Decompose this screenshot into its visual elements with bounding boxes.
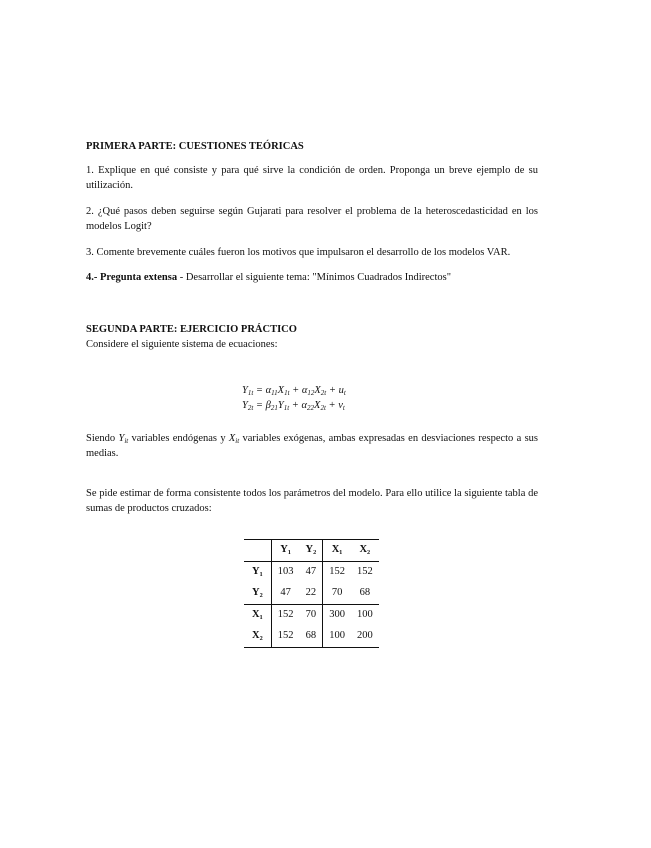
exercise-request: Se pide estimar de forma consistente todos los parámetros del modelo. Para ello utilice la siguiente tabla de sumas de productos cruzados: (86, 488, 538, 515)
table-row (244, 626, 379, 648)
table-col-header: X₁ (323, 540, 351, 562)
table-cell: 70 (299, 605, 322, 627)
table-cell: 47 (299, 562, 322, 584)
table-cell: 103 (277, 566, 294, 578)
table-cell: 70 (331, 587, 343, 599)
part1-heading: PRIMERA PARTE: CUESTIONES TEÓRICAS (86, 141, 304, 152)
question-3: 3. Comente brevemente cuáles fueron los motivos que impulsaron el desarrollo de los modelos VAR. (86, 246, 511, 258)
table-cell: 152 (329, 566, 345, 578)
equation-1: $Y_{1t} = \alpha_{11}X_{1t} + \alpha_{12}X_{2t} + u_t$ (242, 385, 346, 398)
question-4 (86, 271, 538, 286)
table-cell: 68 (299, 626, 322, 648)
table-col-header: Y₁ (271, 540, 299, 562)
table-cell: 152 (356, 566, 373, 578)
table-header-row (244, 540, 379, 562)
table-col-header: X₂ (351, 540, 379, 562)
table-col-header: Y₂ (299, 540, 322, 562)
question-4-label: 4.- Pregunta extensa (86, 272, 178, 284)
cross-products-table (244, 539, 379, 648)
question-4-text: - Desarrollar el siguiente tema: "Mínimos Cuadrados Indirectos" (177, 272, 452, 284)
table-corner (244, 540, 271, 562)
table-cell: 152 (277, 630, 294, 642)
table-row (244, 562, 379, 584)
table-cell: 152 (277, 609, 294, 621)
question-1: 1. Explique en qué consiste y para qué sirve la condición de orden. Proponga un breve ejemplo de su utilización. (86, 164, 538, 191)
equation-system (242, 383, 382, 413)
table-row-header: X₂ (244, 626, 271, 648)
table-cell: 300 (329, 609, 345, 621)
table-row-header: Y₁ (244, 562, 271, 584)
equation-2: $Y_{2t} = \beta_{21}Y_{1t} + \alpha_{22}X_{2t} + v_t$ (242, 400, 345, 413)
table-row-header: Y₂ (244, 583, 271, 605)
exam-page (86, 140, 538, 648)
question-2: 2. ¿Qué pasos deben seguirse según Gujarati para resolver el problema de la heteroscedasticidad en los modelos Logit? (86, 205, 538, 232)
table-cell: 100 (356, 609, 373, 621)
table-row-header: X₁ (244, 605, 271, 627)
table-cell: 47 (280, 587, 291, 599)
table-cell: 22 (299, 583, 322, 605)
table-cell: 68 (359, 587, 371, 599)
table-row (244, 605, 379, 627)
part2-heading: SEGUNDA PARTE: EJERCICIO PRÁCTICO (86, 324, 297, 336)
variables-description: Siendo $Y_{it}$ variables endógenas y $X_{it}$ variables exógenas, ambas expresadas en desviaciones respecto a sus medias. (86, 432, 538, 459)
table-row (244, 583, 379, 605)
table-cell: 200 (356, 630, 373, 642)
table-cell: 100 (329, 630, 345, 642)
system-intro: Considere el siguiente sistema de ecuaciones: (86, 339, 278, 351)
